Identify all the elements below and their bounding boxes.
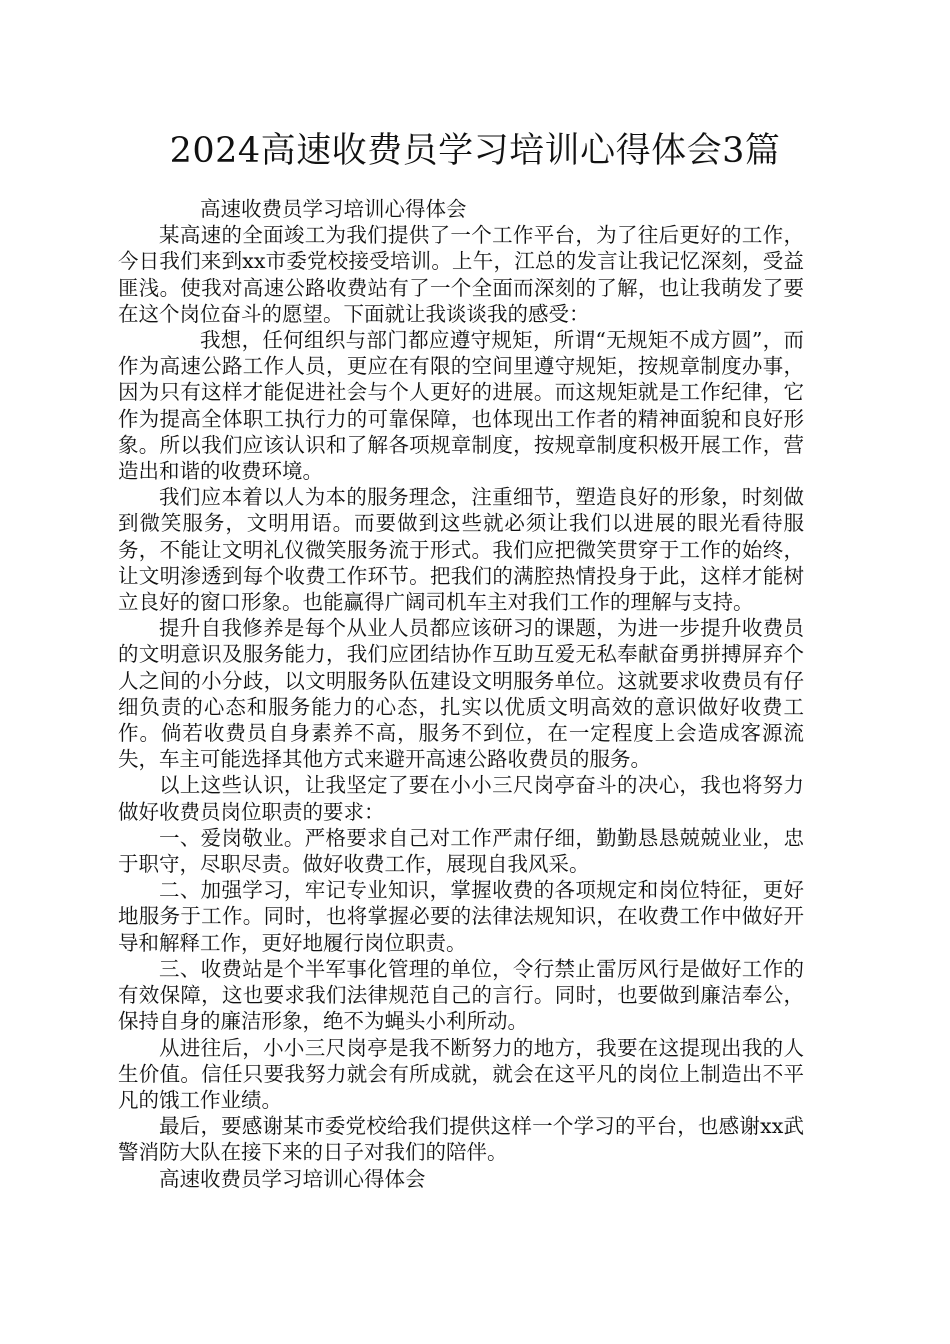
paragraph: 我们应本着以人为本的服务理念，注重细节，塑造良好的形象，时刻做到微笑服务，文明用语。而要做到这些就必须让我们以进展的眼光看待服务，不能让文明礼仪微笑服务流于形式。我们应把微笑贯穿于工作的始终，让文明渗透到每个收费工作环节。把我们的满腔热情投身于此，这样才能树立良好的窗口形象。也能赢得广阔司机车主对我们工作的理解与支持。 xyxy=(118,485,804,615)
section-heading: 高速收费员学习培训心得体会 xyxy=(200,197,467,221)
list-item: 一、爱岗敬业。严格要求自己对工作严肃仔细，勤勤恳恳兢兢业业，忠于职守，尽职尽责。做好收费工作，展现自我风采。 xyxy=(118,825,804,877)
document-body xyxy=(118,196,804,1192)
document-title: 2024高速收费员学习培训心得体会3篇 xyxy=(169,131,781,171)
list-item: 二、加强学习，牢记专业知识，掌握收费的各项规定和岗位特征，更好地服务于工作。同时，也将掌握必要的法律法规知识，在收费工作中做好开导和解释工作，更好地履行岗位职责。 xyxy=(118,878,804,955)
paragraph: 最后，要感谢某市委党校给我们提供这样一个学习的平台，也感谢xx武警消防大队在接下来的日子对我们的陪伴。 xyxy=(118,1114,804,1165)
paragraph: 以上这些认识，让我坚定了要在小小三尺岗亭奋斗的决心，我也将努力做好收费员岗位职责的要求： xyxy=(118,773,804,824)
list-item: 三、收费站是个半军事化管理的单位，令行禁止雷厉风行是做好工作的有效保障，这也要求我们法律规范自己的言行。同时，也要做到廉洁奉公，保持自身的廉洁形象，绝不为蝇头小利所动。 xyxy=(118,956,804,1034)
paragraph: 某高速的全面竣工为我们提供了一个工作平台，为了往后更好的工作，今日我们来到xx市委党校接受培训。上午，江总的发言让我记忆深刻，受益匪浅。使我对高速公路收费站有了一个全面而深刻的了解，也让我萌发了要在这个岗位奋斗的愿望。下面就让我谈谈我的感受： xyxy=(118,223,804,326)
paragraph: 提升自我修养是每个从业人员都应该研习的课题，为进一步提升收费员的文明意识及服务能力，我们应团结协作互助互爱无私奉献奋勇拼搏屏弃个人之间的小分歧，以文明服务队伍建设文明服务单位。这就要求收费员有仔细负责的心态和服务能力的心态，扎实以优质文明高效的意识做好收费工作。倘若收费员自身素养不高，服务不到位，在一定程度上会造成客源流失，车主可能选择其他方式来避开高速公路收费员的服务。 xyxy=(118,616,804,772)
trailing-heading: 高速收费员学习培训心得体会 xyxy=(159,1166,426,1191)
paragraph: 我想，任何组织与部门都应遵守规矩，所谓“无规矩不成方圆”，而作为高速公路工作人员，更应在有限的空间里遵守规矩，按规章制度办事，因为只有这样才能促进社会与个人更好的进展。而这规矩就是工作纪律，它作为提高全体职工执行力的可靠保障，也体现出工作者的精神面貌和良好形象。所以我们应该认识和了解各项规章制度，按规章制度积极开展工作，营造出和谐的收费环境。 xyxy=(118,328,804,484)
paragraph: 从进往后，小小三尺岗亭是我不断努力的地方，我要在这提现出我的人生价值。信任只要我努力就会有所成就，就会在这平凡的岗位上制造出不平凡的饿工作业绩。 xyxy=(118,1035,804,1112)
